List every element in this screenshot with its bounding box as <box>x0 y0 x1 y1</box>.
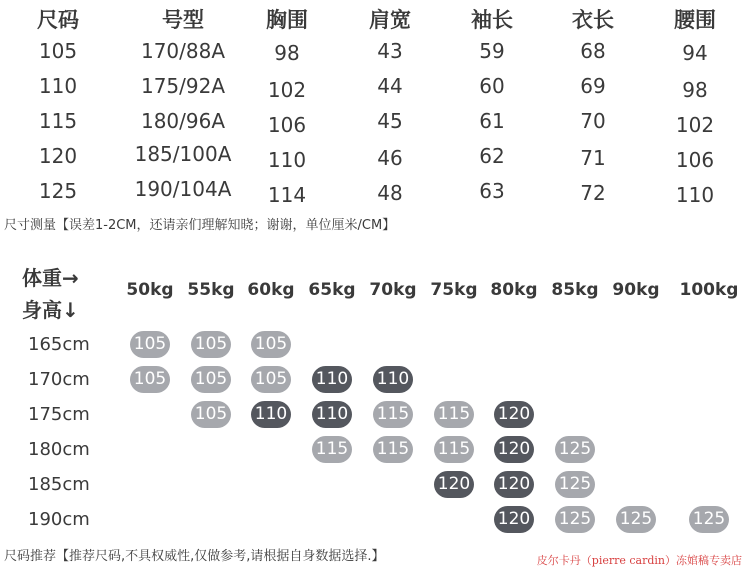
height-row-label: 180cm <box>28 439 90 460</box>
size-table-cell: 61 <box>479 109 505 133</box>
size-table <box>0 0 750 210</box>
size-table-cell: 71 <box>580 146 606 170</box>
size-badge: 115 <box>312 436 352 463</box>
size-table-header: 腰围 <box>674 8 716 32</box>
size-table-header: 衣长 <box>572 8 614 32</box>
size-table-cell: 63 <box>479 179 505 203</box>
weight-column-label: 65kg <box>308 280 356 300</box>
size-table-cell: 106 <box>267 113 307 137</box>
size-table-cell: 69 <box>580 74 606 98</box>
weight-column-label: 85kg <box>551 280 599 300</box>
height-row-label: 170cm <box>28 369 90 390</box>
size-table-cell: 45 <box>377 109 403 133</box>
weight-column-label: 50kg <box>126 280 174 300</box>
size-table-cell: 68 <box>580 39 606 63</box>
size-badge: 110 <box>373 366 413 393</box>
size-badge: 105 <box>251 366 291 393</box>
size-table-cell: 48 <box>377 181 403 205</box>
weight-column-label: 70kg <box>369 280 417 300</box>
size-table-cell: 190/104A <box>134 177 232 201</box>
weight-column-label: 55kg <box>187 280 235 300</box>
weight-column-label: 100kg <box>679 280 739 300</box>
size-badge: 125 <box>555 471 595 498</box>
size-badge: 105 <box>191 366 231 393</box>
size-table-cell: 175/92A <box>140 74 226 98</box>
size-table-cell: 44 <box>377 74 403 98</box>
size-badge: 125 <box>555 436 595 463</box>
size-table-cell: 94 <box>682 41 708 65</box>
size-table-cell: 106 <box>675 148 715 172</box>
size-table-cell: 110 <box>267 148 307 172</box>
size-badge: 120 <box>494 506 534 533</box>
size-badge: 115 <box>434 401 474 428</box>
size-table-cell: 110 <box>675 183 715 207</box>
size-table-header: 袖长 <box>471 8 513 32</box>
size-badge: 120 <box>494 471 534 498</box>
measurement-note: 尺寸测量【误差1-2CM，还请亲们理解知晓；谢谢，单位厘米/CM】 <box>4 218 396 233</box>
size-badge: 110 <box>312 366 352 393</box>
size-table-cell: 102 <box>267 78 307 102</box>
size-table-cell: 72 <box>580 181 606 205</box>
height-row-label: 165cm <box>28 334 90 355</box>
weight-column-label: 60kg <box>247 280 295 300</box>
size-badge: 105 <box>130 331 170 358</box>
size-table-cell: 70 <box>580 109 606 133</box>
size-table-cell: 180/96A <box>140 109 226 133</box>
size-badge: 110 <box>251 401 291 428</box>
size-badge: 105 <box>130 366 170 393</box>
height-row-label: 185cm <box>28 474 90 495</box>
size-table-cell: 102 <box>675 113 715 137</box>
size-table-cell: 110 <box>38 74 78 98</box>
size-table-cell: 115 <box>38 109 78 133</box>
size-table-cell: 43 <box>377 39 403 63</box>
size-badge: 115 <box>373 401 413 428</box>
size-badge: 125 <box>555 506 595 533</box>
size-table-cell: 62 <box>479 144 505 168</box>
size-table-cell: 59 <box>479 39 505 63</box>
size-table-header: 号型 <box>162 8 204 32</box>
size-table-cell: 114 <box>267 183 307 207</box>
size-badge: 105 <box>191 401 231 428</box>
size-badge: 105 <box>191 331 231 358</box>
size-badge: 125 <box>616 506 656 533</box>
size-table-header: 肩宽 <box>369 8 411 32</box>
size-table-cell: 98 <box>274 41 300 65</box>
size-badge: 120 <box>494 401 534 428</box>
size-badge: 115 <box>434 436 474 463</box>
size-table-cell: 98 <box>682 78 708 102</box>
size-table-cell: 170/88A <box>140 39 226 63</box>
height-axis-label: 身高↓ <box>22 298 79 322</box>
recommend-note: 尺码推荐【推荐尺码,不具权威性,仅做参考,请根据自身数据选择.】 <box>4 549 385 564</box>
size-table-cell: 46 <box>377 146 403 170</box>
size-table-header: 尺码 <box>37 8 79 32</box>
size-badge: 120 <box>494 436 534 463</box>
size-table-cell: 125 <box>38 179 78 203</box>
size-table-cell: 105 <box>38 39 78 63</box>
weight-column-label: 75kg <box>430 280 478 300</box>
weight-column-label: 80kg <box>490 280 538 300</box>
height-row-label: 190cm <box>28 509 90 530</box>
size-table-cell: 60 <box>479 74 505 98</box>
size-table-header: 胸围 <box>266 8 308 32</box>
size-table-cell: 185/100A <box>134 142 232 166</box>
size-badge: 115 <box>373 436 413 463</box>
weight-axis-label: 体重→ <box>22 266 79 290</box>
size-badge: 125 <box>689 506 729 533</box>
weight-column-label: 90kg <box>612 280 660 300</box>
size-badge: 105 <box>251 331 291 358</box>
height-row-label: 175cm <box>28 404 90 425</box>
store-name: 皮尔卡丹（pierre cardin）冻婠稿专卖店 <box>536 554 742 567</box>
size-badge: 120 <box>434 471 474 498</box>
size-badge: 110 <box>312 401 352 428</box>
size-table-cell: 120 <box>38 144 78 168</box>
grid-corner-label <box>22 262 102 326</box>
